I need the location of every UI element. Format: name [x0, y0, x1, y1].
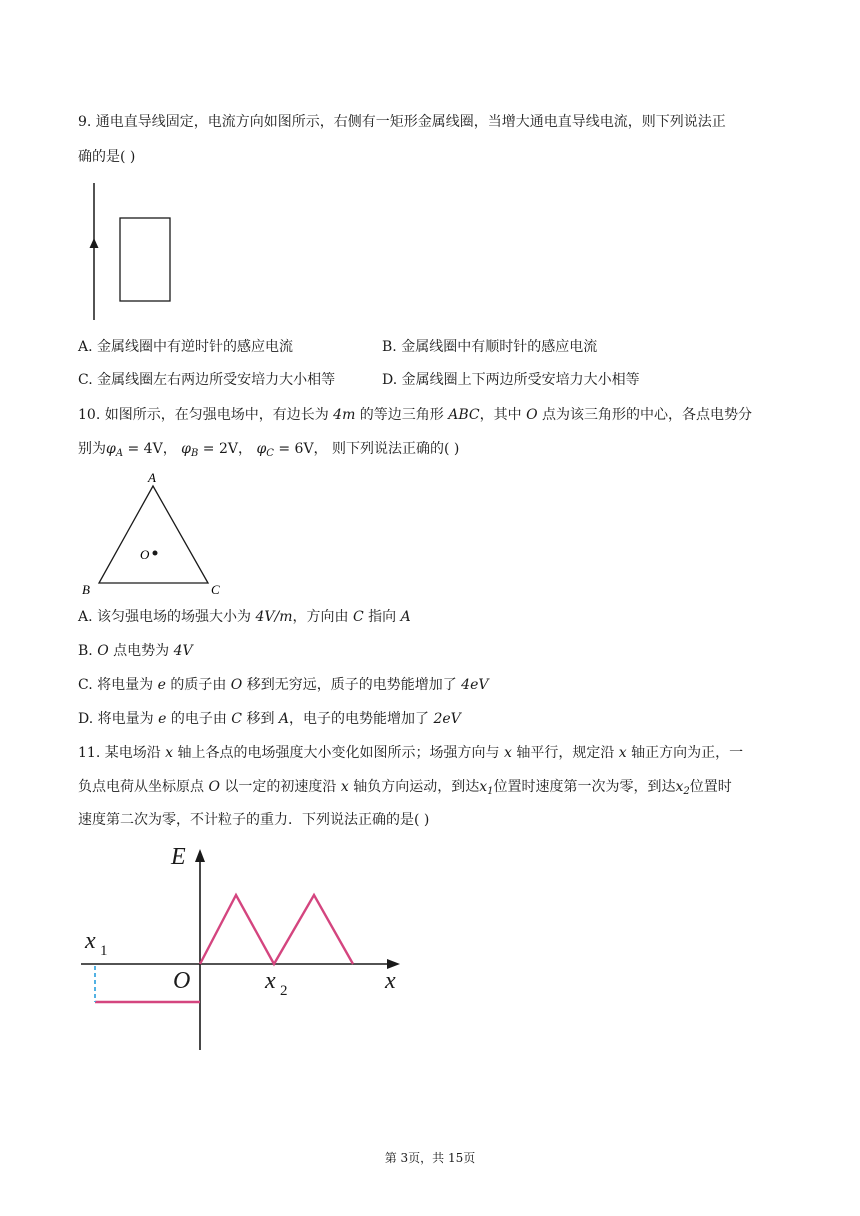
q9-current-arrow: [90, 238, 99, 248]
q11-label-x2-sub: 2: [280, 983, 288, 999]
q9-text-line1: 9. 通电直导线固定，电流方向如图所示，右侧有一矩形金属线圈，当增大通电直导线电流，则下列说法正: [78, 114, 726, 130]
q9-text-line2: 确的是( ): [78, 149, 136, 165]
q10-label-c: C: [211, 582, 220, 597]
q10-option-d: D. 将电量为 e 的电子由 C 移到 A，电子的电势能增加了 2eV: [78, 711, 461, 727]
q9-option-c: C. 金属线圈左右两边所受安培力大小相等: [78, 372, 336, 388]
q11-e-x-graph: [78, 840, 408, 1055]
q11-label-x: x: [385, 968, 396, 994]
q10-triangle-figure: [78, 470, 238, 600]
q10-center-point: [153, 551, 158, 556]
q10-label-b: B: [82, 582, 90, 597]
q9-option-a: A. 金属线圈中有逆时针的感应电流: [78, 339, 294, 355]
q10-text-line2: 别为$\varphi_A = 4V$， $\varphi_B = 2V$， $\varphi_C = 6V$， 则下列说法正确的( ): [78, 441, 460, 459]
q11-label-o: O: [173, 968, 191, 994]
q9-figure: [85, 180, 185, 325]
q10-option-c: C. 将电量为 e 的质子由 O 移到无穷远，质子的电势能增加了 4eV: [78, 677, 489, 693]
q11-label-e: E: [171, 844, 186, 870]
page-footer: 第 3页，共 15页: [384, 1151, 476, 1165]
q11-text-line1: 11. 某电场沿 x 轴上各点的电场强度大小变化如图所示；场强方向与 x 轴平行，规定沿 x 轴正方向为正，一: [78, 745, 744, 761]
q10-option-a: A. 该匀强电场的场强大小为 4V/m，方向由 C 指向 A: [78, 609, 411, 625]
q10-option-b: B. O 点电势为 4V: [78, 643, 193, 659]
q10-text-line1: 10. 如图所示，在匀强电场中，有边长为 4m 的等边三角形 ABC，其中 O 点为该三角形的中心，各点电势分: [78, 407, 753, 423]
q11-label-x1: x: [85, 928, 96, 954]
q10-triangle: [99, 486, 208, 583]
q11-text-line2: 负点电荷从坐标原点 O 以一定的初速度沿 x 轴负方向运动，到达$x_1$位置时速度第一次为零，到达$x_2$位置时: [78, 779, 732, 797]
q11-field-curve-positive: [200, 895, 353, 964]
q10-label-a: A: [148, 470, 156, 485]
q9-option-d: D. 金属线圈上下两边所受安培力大小相等: [382, 372, 640, 388]
q11-y-axis-arrow: [195, 849, 205, 862]
q9-coil: [120, 218, 170, 301]
q11-text-line3: 速度第二次为零，不计粒子的重力．下列说法正确的是( ): [78, 812, 430, 828]
q11-label-x1-sub: 1: [100, 943, 108, 959]
q11-label-x2: x: [265, 968, 276, 994]
q10-label-o: O: [140, 547, 150, 562]
q9-option-b: B. 金属线圈中有顺时针的感应电流: [382, 339, 598, 355]
